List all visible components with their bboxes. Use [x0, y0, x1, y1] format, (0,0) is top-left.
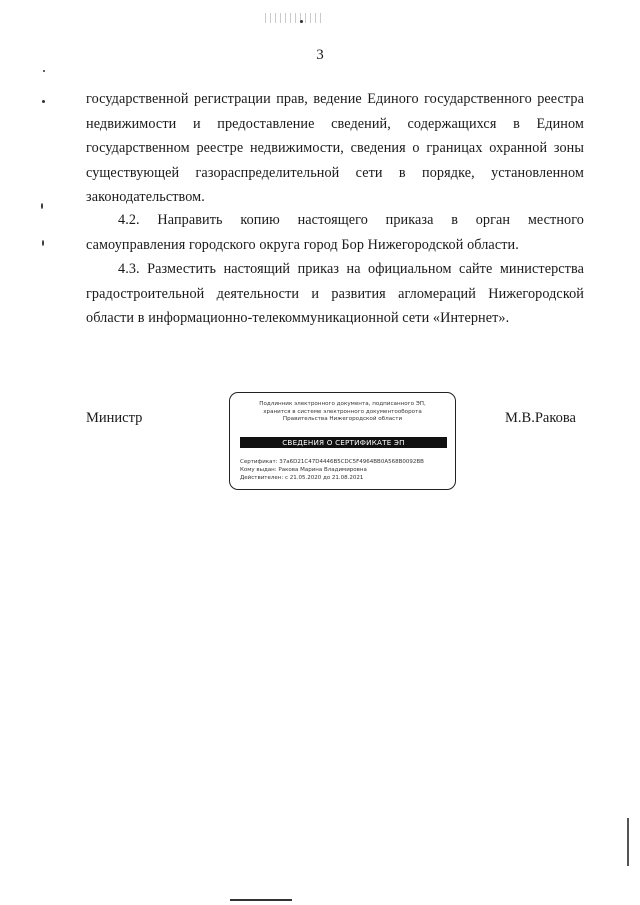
paragraph-registration: государственной регистрации прав, ведение Единого государственного реестра недвижимости и предоставление сведений, содержащихся в Едином государственном реестре недвижимости, сведения о границах охранной зоны существующей газораспределительной сети в порядке, установленном законодательством.: [86, 91, 584, 205]
stamp-issued-to: Кому выдан: Ракова Марина Владимировна: [240, 466, 367, 473]
stamp-certificate-number: Сертификат: 37a6D21C47D4446B5CDC5F4964BB0A568B0092BB: [240, 459, 424, 465]
scan-noise-top: [265, 13, 325, 23]
stamp-header-line: Подлинник электронного документа, подписанного ЭП,: [259, 401, 426, 407]
scan-speck: [42, 100, 45, 103]
stamp-validity: Действителен: с 21.05.2020 до 21.08.2021: [240, 474, 364, 481]
stamp-header-line: хранится в системе электронного документооборота: [263, 408, 422, 415]
paragraph-4-2: 4.2. Направить копию настоящего приказа в орган местного самоуправления городского округа город Бор Нижегородской области.: [86, 212, 584, 253]
scan-speck: [41, 203, 43, 209]
scan-speck: [300, 20, 303, 23]
stamp-header-line: Правительства Нижегородской области: [282, 416, 403, 423]
page-number: 3: [316, 47, 324, 63]
scan-speck: [43, 70, 45, 72]
scan-bottom-mark: [230, 899, 292, 901]
scan-edge-mark: [627, 818, 629, 866]
scan-speck: [42, 240, 44, 246]
stamp-details: [240, 459, 450, 482]
paragraph-4-3: 4.3. Разместить настоящий приказ на официальном сайте министерства градостроительной деятельности и развития агломераций Нижегородской области в информационно-телекоммуникационной сети «Интернет».: [86, 261, 584, 326]
stamp-header: [240, 401, 445, 424]
digital-signature-stamp: [229, 392, 456, 490]
signatory-position: Министр: [86, 410, 143, 426]
signatory-name: М.В.Ракова: [505, 410, 576, 426]
stamp-certificate-title: СВЕДЕНИЯ О СЕРТИФИКАТЕ ЭП: [240, 437, 447, 448]
